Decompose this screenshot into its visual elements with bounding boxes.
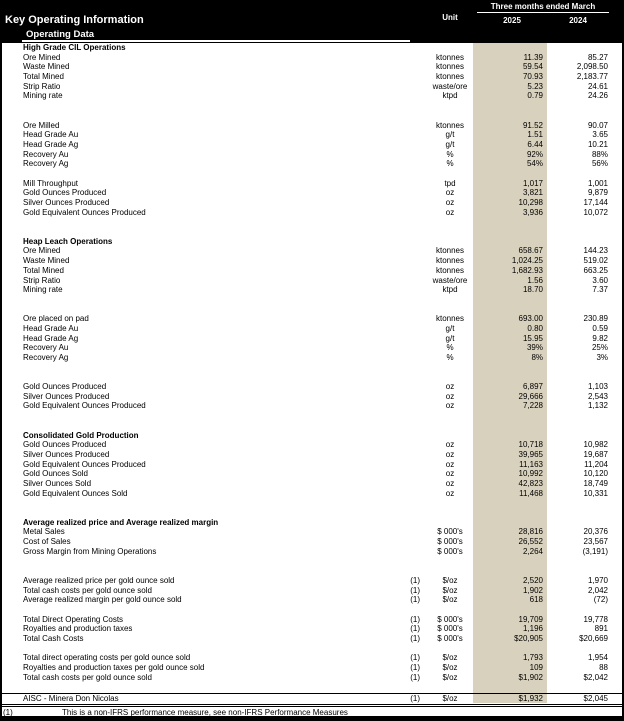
table-row xyxy=(0,256,624,266)
row-label: Total cash costs per gold ounce sold xyxy=(23,672,152,682)
unit-cell: $/oz xyxy=(442,663,458,672)
value-2024: 2,098.50 xyxy=(576,62,608,72)
unit-cell: ktonnes xyxy=(435,52,465,62)
unit-cell: $/oz xyxy=(442,585,458,595)
footnote-marker-cell: (1) xyxy=(410,633,420,643)
period-underline xyxy=(477,12,609,13)
footnote-marker-cell: (1) xyxy=(410,663,420,672)
row-label: Gross Margin from Mining Operations xyxy=(23,546,157,556)
table-row xyxy=(0,198,624,208)
value-2024: 25% xyxy=(591,343,608,353)
value-2025: 1,682.93 xyxy=(511,265,543,275)
table-row xyxy=(0,479,624,489)
unit-cell: oz xyxy=(445,449,455,459)
row-label: Gold Ounces Produced xyxy=(23,382,107,392)
value-2025: 1,017 xyxy=(522,178,543,188)
value-2025: 10,298 xyxy=(518,198,543,207)
column-header-2024: 2024 xyxy=(569,16,587,25)
value-2024: 0.59 xyxy=(592,323,608,333)
value-2025: 6,897 xyxy=(522,382,543,392)
table-row-blank xyxy=(0,411,624,421)
unit-cell: % xyxy=(446,159,454,169)
value-2025: 1,902 xyxy=(522,585,543,595)
footnote-marker-cell: (1) xyxy=(410,624,420,634)
row-label: Gold Ounces Sold xyxy=(23,469,88,479)
row-label: Ore placed on pad xyxy=(23,314,89,324)
table-row xyxy=(0,314,624,324)
value-2024: $2,042 xyxy=(583,672,608,682)
table-row xyxy=(0,586,624,596)
table-section-row xyxy=(0,518,624,528)
value-2025: 0.80 xyxy=(527,323,543,333)
table-row xyxy=(0,653,624,663)
value-2024: 19,687 xyxy=(583,449,608,459)
table-row xyxy=(0,276,624,286)
value-2024: 17,144 xyxy=(583,198,608,207)
table-row-blank xyxy=(0,111,624,121)
value-2025: 3,936 xyxy=(522,207,543,217)
footnote-marker-cell: (1) xyxy=(410,614,420,624)
value-2024: 10,982 xyxy=(583,440,608,450)
unit-cell: oz xyxy=(445,488,455,498)
unit-cell: oz xyxy=(445,478,455,488)
value-2024: 90.07 xyxy=(587,120,608,130)
unit-cell: oz xyxy=(445,382,455,392)
footnote-marker-cell: (1) xyxy=(410,595,420,605)
value-2025: $20,905 xyxy=(514,633,543,643)
page-border-bottom xyxy=(0,716,624,721)
table-row xyxy=(0,159,624,169)
value-2025: 6.44 xyxy=(527,139,543,149)
unit-cell: oz xyxy=(445,391,455,401)
table-row-blank xyxy=(0,421,624,431)
value-2024: 1,001 xyxy=(587,178,608,188)
value-2024: 1,103 xyxy=(587,382,608,392)
unit-cell: ktonnes xyxy=(435,256,465,266)
value-2024: $20,669 xyxy=(579,633,608,643)
value-2024: 24.61 xyxy=(587,81,608,91)
row-label: Metal Sales xyxy=(23,527,65,537)
table-row-blank xyxy=(0,363,624,373)
unit-cell: oz xyxy=(445,459,455,469)
unit-cell: oz xyxy=(445,469,455,479)
table-row xyxy=(0,334,624,344)
value-2025: 1,024.25 xyxy=(511,256,543,266)
footnote-marker: (1) xyxy=(3,707,13,717)
value-2025: $1,902 xyxy=(518,672,543,682)
row-label: Ore Milled xyxy=(23,120,60,130)
row-label: Total Direct Operating Costs xyxy=(23,614,124,624)
table-row xyxy=(0,634,624,644)
row-label: Gold Equivalent Ounces Sold xyxy=(23,488,128,498)
row-label: Head Grade Au xyxy=(23,323,79,333)
value-2024: 663.25 xyxy=(583,265,608,275)
subtitle-underline xyxy=(22,40,410,42)
row-label: Gold Ounces Produced xyxy=(23,188,107,198)
unit-cell: % xyxy=(446,149,454,159)
value-2024: 9,879 xyxy=(587,188,608,198)
value-2024: 23,567 xyxy=(583,537,608,547)
unit-cell: % xyxy=(446,353,454,362)
unit-cell: $ 000's xyxy=(437,624,463,634)
value-2025: 10,718 xyxy=(518,440,543,450)
table-row xyxy=(0,460,624,470)
row-label: Total Mined xyxy=(23,72,64,82)
row-label: Silver Ounces Sold xyxy=(23,478,92,488)
unit-cell: ktpd xyxy=(442,91,458,101)
row-label: Head Grade Ag xyxy=(23,139,79,149)
row-label: Ore Mined xyxy=(23,52,61,62)
value-2024: 2,042 xyxy=(587,585,608,595)
value-2024: 144.23 xyxy=(583,246,608,256)
footnote-marker-cell: (1) xyxy=(410,585,420,595)
row-label: AISC - Minera Don Nicolas xyxy=(23,694,119,703)
unit-cell: ktonnes xyxy=(435,246,465,256)
unit-cell: g/t xyxy=(445,130,455,140)
value-2024: 10,331 xyxy=(583,488,608,498)
section-title: Average realized price and Average realized margin xyxy=(23,517,219,527)
table-row xyxy=(0,324,624,334)
row-label: Silver Ounces Produced xyxy=(23,198,110,207)
section-title: Consolidated Gold Production xyxy=(23,430,139,440)
value-2025: 18.70 xyxy=(522,285,543,295)
table-row xyxy=(0,246,624,256)
value-2024: 3% xyxy=(596,353,608,362)
value-2025: 15.95 xyxy=(522,333,543,343)
row-label: Total direct operating costs per gold ounce sold xyxy=(23,653,191,663)
unit-cell: $/oz xyxy=(442,575,458,585)
row-label: Head Grade Au xyxy=(23,130,79,140)
table-row xyxy=(0,72,624,82)
unit-cell: $/oz xyxy=(442,653,458,663)
table-row xyxy=(0,353,624,363)
footnote-marker-cell: (1) xyxy=(410,575,420,585)
unit-cell: oz xyxy=(445,401,455,411)
value-2025: 693.00 xyxy=(518,314,543,324)
table-row-blank xyxy=(0,227,624,237)
table-row xyxy=(0,576,624,586)
table-row-blank xyxy=(0,372,624,382)
report-header xyxy=(0,0,624,43)
value-2025: 59.54 xyxy=(522,62,543,72)
row-label: Ore Mined xyxy=(23,246,61,256)
unit-cell: $ 000's xyxy=(437,527,463,537)
row-label: Recovery Ag xyxy=(23,353,69,362)
row-label: Average realized price per gold ounce sold xyxy=(23,575,175,585)
value-2024: 10,072 xyxy=(583,207,608,217)
value-2024: (72) xyxy=(593,595,608,605)
unit-cell: tpd xyxy=(444,178,456,188)
footnote-marker-cell: (1) xyxy=(410,672,420,682)
unit-column-header: Unit xyxy=(442,13,458,22)
table-row-blank xyxy=(0,508,624,518)
value-2024: 20,376 xyxy=(583,527,608,537)
unit-cell: $ 000's xyxy=(437,633,463,643)
row-label: Total cash costs per gold ounce sold xyxy=(23,585,152,595)
value-2024: 2,543 xyxy=(587,391,608,401)
unit-cell: oz xyxy=(445,198,455,207)
table-row xyxy=(0,62,624,72)
row-label: Gold Equivalent Ounces Produced xyxy=(23,459,146,469)
value-2024: 11,204 xyxy=(584,459,608,469)
table-row-blank xyxy=(0,556,624,566)
value-2025: 11.39 xyxy=(523,52,543,62)
row-label: Average realized margin per gold ounce sold xyxy=(23,595,182,605)
table-row xyxy=(0,179,624,189)
row-label: Gold Ounces Produced xyxy=(23,440,107,450)
value-2024: 24.26 xyxy=(587,91,608,101)
row-label: Gold Equivalent Ounces Produced xyxy=(23,401,146,411)
value-2024: 9.82 xyxy=(592,333,608,343)
value-2025: 5.23 xyxy=(527,81,543,91)
row-label: Silver Ounces Produced xyxy=(23,391,110,401)
table-row-blank xyxy=(0,498,624,508)
value-2025: 658.67 xyxy=(518,246,543,256)
unit-cell: g/t xyxy=(445,139,455,149)
unit-cell: ktonnes xyxy=(435,265,465,275)
unit-cell: oz xyxy=(445,188,455,198)
column-header-2025: 2025 xyxy=(503,16,521,25)
row-label: Waste Mined xyxy=(23,62,70,72)
table-row xyxy=(0,82,624,92)
value-2025: 39% xyxy=(526,343,543,353)
unit-cell: g/t xyxy=(445,333,455,343)
row-label: Mill Throughput xyxy=(23,178,78,188)
value-2025: 3,821 xyxy=(522,188,543,198)
table-section-row xyxy=(0,43,624,53)
unit-cell: % xyxy=(446,343,454,353)
value-2025: 39,965 xyxy=(518,449,543,459)
value-2025: 0.79 xyxy=(527,91,543,101)
unit-cell: $ 000's xyxy=(437,614,463,624)
operating-data-table xyxy=(0,43,624,692)
value-2024: 88 xyxy=(599,663,608,672)
row-label: Royalties and production taxes per gold ounce sold xyxy=(23,663,205,672)
section-title: High Grade CIL Operations xyxy=(23,43,126,52)
unit-cell: $/oz xyxy=(442,672,458,682)
table-row-blank xyxy=(0,682,624,692)
unit-cell: $ 000's xyxy=(437,537,463,547)
row-label: Total Mined xyxy=(23,265,64,275)
row-label: Strip Ratio xyxy=(23,275,61,285)
value-2024: 85.27 xyxy=(587,52,608,62)
row-label: Total Cash Costs xyxy=(23,633,84,643)
value-2024: 3.65 xyxy=(592,130,608,140)
unit-cell: $/oz xyxy=(442,595,458,605)
value-2025: 109 xyxy=(529,663,543,672)
value-2024: 19,778 xyxy=(583,614,608,624)
table-row xyxy=(0,130,624,140)
page-border-left xyxy=(0,0,2,721)
value-2025: 2,520 xyxy=(522,575,543,585)
row-label: Recovery Au xyxy=(23,149,69,159)
table-row-blank xyxy=(0,566,624,576)
unit-cell: ktpd xyxy=(442,285,458,295)
value-2025: 618 xyxy=(529,595,543,605)
value-2025: 26,552 xyxy=(518,537,543,547)
value-2024: 891 xyxy=(594,624,608,634)
row-label: Gold Equivalent Ounces Produced xyxy=(23,207,146,217)
value-2025: 91.52 xyxy=(522,120,543,130)
table-row-blank xyxy=(0,295,624,305)
value-2025: 8% xyxy=(531,353,543,362)
value-2025: 42,823 xyxy=(518,478,543,488)
footnote-marker-cell: (1) xyxy=(410,653,420,663)
table-row xyxy=(0,673,624,683)
table-row xyxy=(0,595,624,605)
value-2025: 11,163 xyxy=(519,459,543,469)
value-2024: 519.02 xyxy=(583,256,608,266)
table-row-aisc xyxy=(0,694,624,704)
row-label: Head Grade Ag xyxy=(23,333,79,343)
table-row xyxy=(0,382,624,392)
row-label: Waste Mined xyxy=(23,256,70,266)
value-2025: 1,196 xyxy=(522,624,543,634)
table-row xyxy=(0,489,624,499)
value-2024: 88% xyxy=(591,149,608,159)
table-row xyxy=(0,624,624,634)
value-2025: 28,816 xyxy=(518,527,543,537)
table-row-blank xyxy=(0,644,624,654)
row-label: Strip Ratio xyxy=(23,81,61,91)
value-2025: 92% xyxy=(526,149,543,159)
unit-cell: ktonnes xyxy=(435,120,465,130)
table-row xyxy=(0,53,624,63)
table-row-blank xyxy=(0,217,624,227)
table-row-blank xyxy=(0,169,624,179)
value-2024: 2,183.77 xyxy=(576,72,608,82)
value-2025: 29,666 xyxy=(518,391,543,401)
value-2025: 2,264 xyxy=(522,546,543,556)
unit-cell: oz xyxy=(445,207,455,217)
value-2024: 1,954 xyxy=(587,653,608,663)
value-2024: 10,120 xyxy=(583,469,608,479)
table-row xyxy=(0,343,624,353)
value-2024: 18,749 xyxy=(583,478,608,488)
unit-cell: waste/ore xyxy=(432,81,468,91)
value-2024: 1,970 xyxy=(587,575,608,585)
value-2024: 7.37 xyxy=(592,285,608,295)
table-row xyxy=(0,450,624,460)
value-2025: 1.51 xyxy=(527,130,543,140)
row-label: Mining rate xyxy=(23,285,63,295)
value-2024: 56% xyxy=(591,159,608,169)
table-row xyxy=(0,392,624,402)
unit-cell: oz xyxy=(445,440,455,450)
table-row xyxy=(0,401,624,411)
table-row xyxy=(0,266,624,276)
row-label: Cost of Sales xyxy=(23,537,71,547)
value-2025: 1,793 xyxy=(522,653,543,663)
table-row xyxy=(0,188,624,198)
value-2025: 10,992 xyxy=(518,469,543,479)
table-row xyxy=(0,91,624,101)
value-2024: 10.21 xyxy=(587,139,608,149)
table-section-row xyxy=(0,237,624,247)
table-row xyxy=(0,469,624,479)
value-2025: $1,932 xyxy=(518,694,543,703)
value-2025: 19,709 xyxy=(518,614,543,624)
unit-cell: $ 000's xyxy=(437,546,463,556)
table-row xyxy=(0,537,624,547)
value-2025: 54% xyxy=(526,159,543,169)
report-subtitle: Operating Data xyxy=(26,29,95,40)
table-row xyxy=(0,150,624,160)
unit-cell: ktonnes xyxy=(435,62,465,72)
period-column-group-header: Three months ended March xyxy=(490,2,596,11)
unit-cell: g/t xyxy=(445,323,455,333)
row-label: Recovery Ag xyxy=(23,159,69,169)
table-row xyxy=(0,285,624,295)
footnote-text: This is a non-IFRS performance measure, see non-IFRS Performance Measures xyxy=(62,707,348,717)
table-row-blank xyxy=(0,305,624,315)
value-2025: 7,228 xyxy=(522,401,543,411)
table-row xyxy=(0,527,624,537)
value-2024: 1,132 xyxy=(587,401,608,411)
value-2024: 230.89 xyxy=(583,314,608,324)
table-row xyxy=(0,440,624,450)
table-row xyxy=(0,615,624,625)
value-2024: (3,191) xyxy=(582,546,608,556)
table-row xyxy=(0,663,624,673)
table-row xyxy=(0,140,624,150)
table-row xyxy=(0,121,624,131)
unit-cell: waste/ore xyxy=(432,275,468,285)
table-section-row xyxy=(0,431,624,441)
section-title: Heap Leach Operations xyxy=(23,236,113,246)
table-row xyxy=(0,208,624,218)
table-row-blank xyxy=(0,101,624,111)
value-2025: 1.56 xyxy=(527,275,543,285)
footnote-marker-cell: (1) xyxy=(410,694,420,703)
unit-cell: ktonnes xyxy=(435,72,465,82)
table-row-blank xyxy=(0,605,624,615)
unit-cell: ktonnes xyxy=(435,314,465,324)
row-label: Mining rate xyxy=(23,91,63,101)
value-2025: 11,468 xyxy=(519,488,543,498)
row-label: Royalties and production taxes xyxy=(23,624,133,634)
value-2025: 70.93 xyxy=(522,72,543,82)
value-2024: 3.60 xyxy=(592,275,608,285)
value-2024: $2,045 xyxy=(583,694,608,703)
row-label: Silver Ounces Produced xyxy=(23,449,110,459)
row-label: Recovery Au xyxy=(23,343,69,353)
table-row xyxy=(0,547,624,557)
report-title: Key Operating Information xyxy=(5,14,144,26)
unit-cell: $/oz xyxy=(442,694,458,703)
